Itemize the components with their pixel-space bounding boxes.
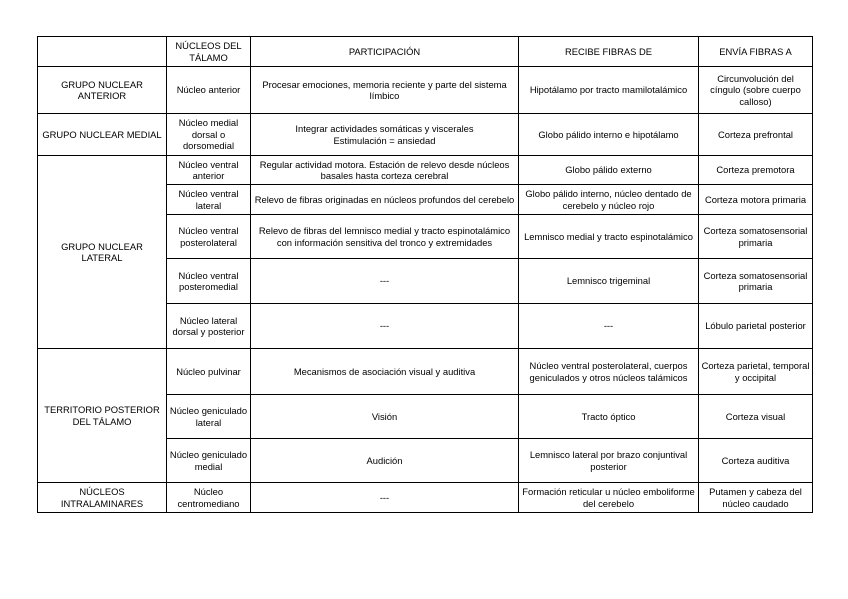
- nucleus-cell: Núcleo geniculado lateral: [167, 395, 251, 439]
- participation-cell: Audición: [251, 439, 519, 483]
- nucleus-cell: Núcleo medial dorsal o dorsomedial: [167, 114, 251, 156]
- nucleus-cell: Núcleo geniculado medial: [167, 439, 251, 483]
- header-empty: [38, 37, 167, 67]
- nucleus-cell: Núcleo centromediano: [167, 483, 251, 513]
- thalamus-table: [37, 36, 813, 513]
- receives-cell: Lemnisco trigeminal: [519, 259, 699, 304]
- receives-cell: Tracto óptico: [519, 395, 699, 439]
- nucleus-cell: Núcleo ventral lateral: [167, 185, 251, 215]
- table-row: [38, 67, 813, 114]
- sends-cell: Corteza somatosensorial primaria: [699, 215, 813, 259]
- participation-cell: Relevo de fibras del lemnisco medial y tracto espinotalámico con información sensitiva del tronco y extremidades: [251, 215, 519, 259]
- participation-line: Integrar actividades somáticas y viscerales: [295, 123, 474, 135]
- nucleus-cell: Núcleo ventral posterolateral: [167, 215, 251, 259]
- receives-cell: Lemnisco medial y tracto espinotalámico: [519, 215, 699, 259]
- sends-cell: Corteza visual: [699, 395, 813, 439]
- header-participacion: PARTICIPACIÓN: [251, 37, 519, 67]
- nucleus-cell: Núcleo pulvinar: [167, 349, 251, 395]
- receives-cell: Lemnisco lateral por brazo conjuntival posterior: [519, 439, 699, 483]
- sends-cell: Corteza somatosensorial primaria: [699, 259, 813, 304]
- group-medial: GRUPO NUCLEAR MEDIAL: [38, 114, 167, 156]
- sends-cell: Putamen y cabeza del núcleo caudado: [699, 483, 813, 513]
- sends-cell: Circunvolución del cíngulo (sobre cuerpo calloso): [699, 67, 813, 114]
- nucleus-cell: Núcleo ventral anterior: [167, 156, 251, 185]
- sends-cell: Corteza auditiva: [699, 439, 813, 483]
- table-row: [38, 156, 813, 185]
- receives-cell: Núcleo ventral posterolateral, cuerpos geniculados y otros núcleos talámicos: [519, 349, 699, 395]
- participation-cell: ---: [251, 304, 519, 349]
- participation-line: Estimulación = ansiedad: [333, 134, 436, 146]
- group-lateral: GRUPO NUCLEAR LATERAL: [38, 156, 167, 349]
- table-row: [38, 349, 813, 395]
- sends-cell: Corteza prefrontal: [699, 114, 813, 156]
- header-recibe: RECIBE FIBRAS DE: [519, 37, 699, 67]
- sends-cell: Corteza parietal, temporal y occipital: [699, 349, 813, 395]
- header-nucleos: NÚCLEOS DEL TÁLAMO: [167, 37, 251, 67]
- participation-cell: ---: [251, 259, 519, 304]
- participation-cell: Procesar emociones, memoria reciente y parte del sistema límbico: [251, 67, 519, 114]
- sends-cell: Corteza motora primaria: [699, 185, 813, 215]
- nucleus-cell: Núcleo ventral posteromedial: [167, 259, 251, 304]
- participation-cell: Visión: [251, 395, 519, 439]
- group-posterior: TERRITORIO POSTERIOR DEL TÁLAMO: [38, 349, 167, 483]
- table-row: [38, 114, 813, 156]
- receives-cell: Formación reticular u núcleo emboliforme del cerebelo: [519, 483, 699, 513]
- receives-cell: Globo pálido interno e hipotálamo: [519, 114, 699, 156]
- sends-cell: Lóbulo parietal posterior: [699, 304, 813, 349]
- sends-cell: Corteza premotora: [699, 156, 813, 185]
- header-envia: ENVÍA FIBRAS A: [699, 37, 813, 67]
- header-row: [38, 37, 813, 67]
- participation-cell: Relevo de fibras originadas en núcleos profundos del cerebelo: [251, 185, 519, 215]
- receives-cell: Hipotálamo por tracto mamilotalámico: [519, 67, 699, 114]
- receives-cell: ---: [519, 304, 699, 349]
- nucleus-cell: Núcleo anterior: [167, 67, 251, 114]
- receives-cell: Globo pálido interno, núcleo dentado de cerebelo y núcleo rojo: [519, 185, 699, 215]
- participation-cell: [251, 114, 519, 156]
- participation-cell: Regular actividad motora. Estación de relevo desde núcleos basales hasta corteza cerebral: [251, 156, 519, 185]
- participation-cell: ---: [251, 483, 519, 513]
- table-row: [38, 483, 813, 513]
- receives-cell: Globo pálido externo: [519, 156, 699, 185]
- participation-cell: Mecanismos de asociación visual y auditiva: [251, 349, 519, 395]
- nucleus-cell: Núcleo lateral dorsal y posterior: [167, 304, 251, 349]
- group-intralaminar: NÚCLEOS INTRALAMINARES: [38, 483, 167, 513]
- group-anterior: GRUPO NUCLEAR ANTERIOR: [38, 67, 167, 114]
